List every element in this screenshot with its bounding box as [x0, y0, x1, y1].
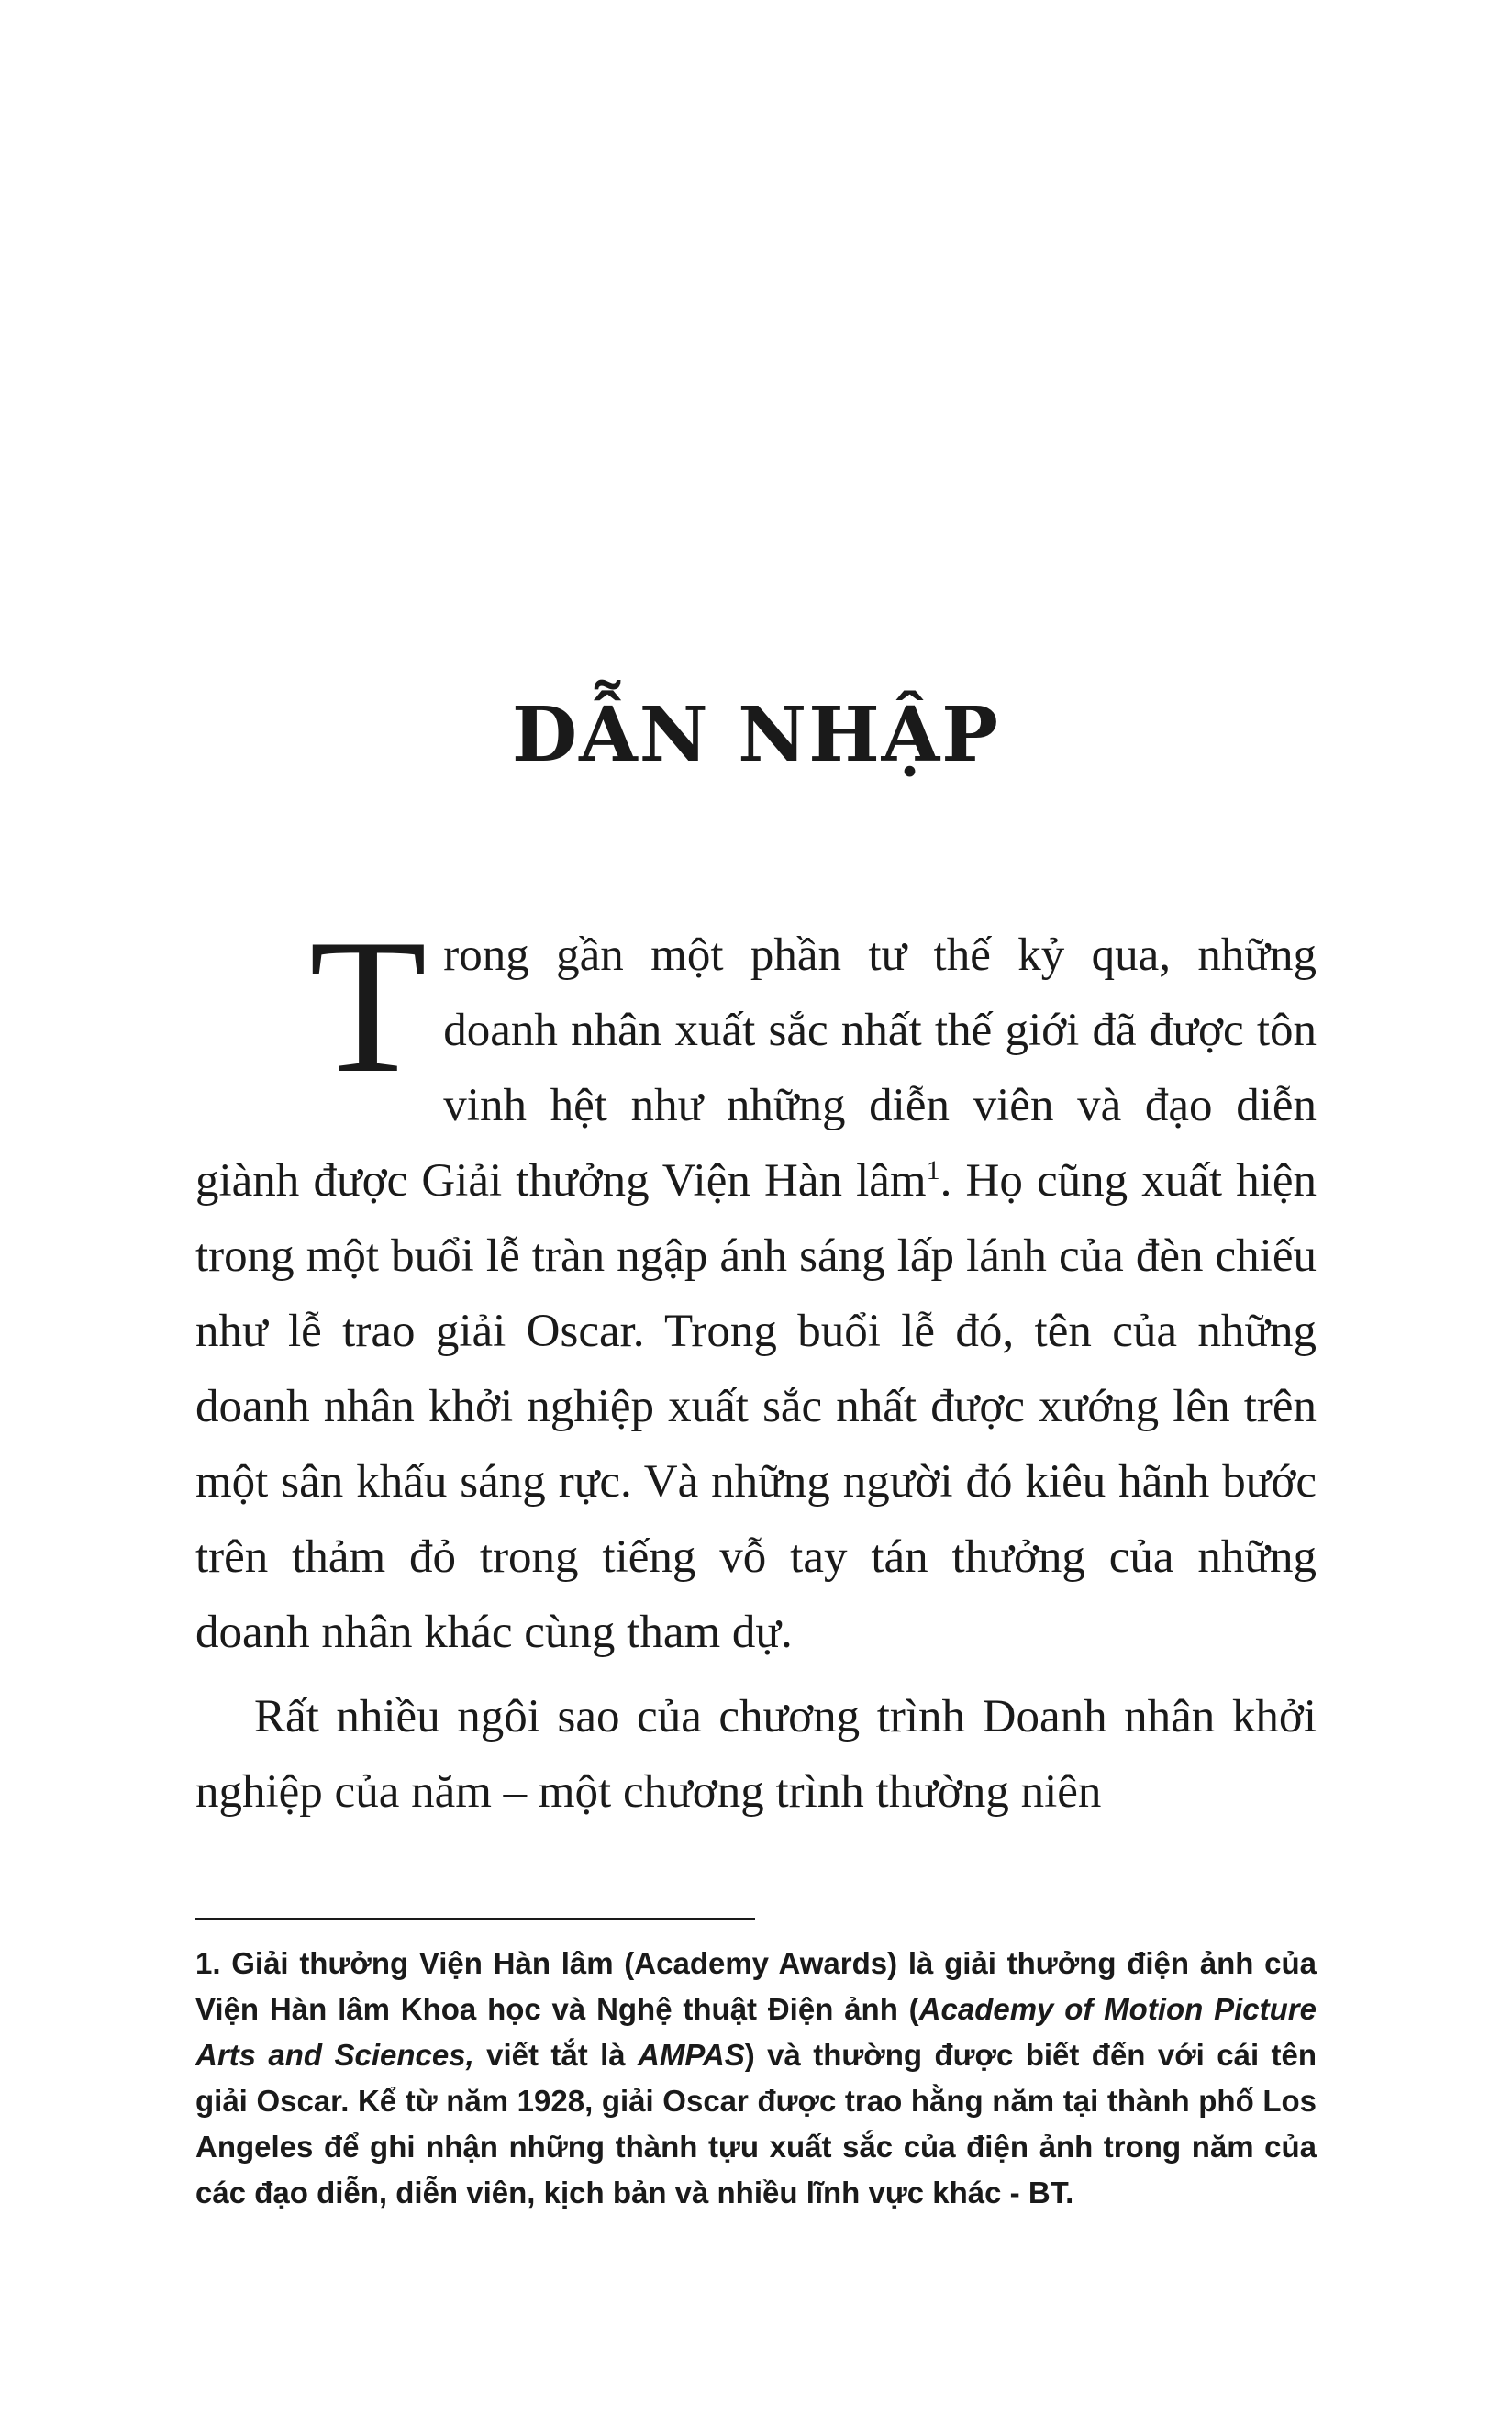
footnote-marker: 1 [926, 1155, 940, 1185]
footnote-text-1: 1. Giải thưởng Viện Hàn lâm (Academy Awards) là giải thưởng điện ảnh của Viện Hàn lâm Khoa học và Nghệ thuật Điện ảnh ( [195, 1946, 1317, 2026]
drop-cap: T [309, 900, 428, 1113]
body-text [195, 900, 1317, 1830]
chapter-title: DẪN NHẬP [512, 691, 1000, 779]
paragraph-1-text-a: rong gần một phần tư thế kỷ qua, những doanh nhân xuất sắc nhất thế giới đã được tôn vinh hệt như những diễn viên và đạo diễn giành được Giải thưởng Viện Hàn lâm [195, 929, 1317, 1207]
footnote-italic-1: Academy of Motion Picture Arts and Sciences, [195, 1992, 1317, 2072]
paragraph-1-text-b: . Họ cũng xuất hiện trong một buổi lễ tràn ngập ánh sáng lấp lánh của đèn chiếu như lễ trao giải Oscar. Trong buổi lễ đó, tên của những doanh nhân khởi nghiệp xuất sắc nhất được xướng lên trên một sân khấu sáng rực. Và những người đó kiêu hãnh bước trên thảm đỏ trong tiếng vỗ tay tán thưởng của những doanh nhân khác cùng tham dự. [195, 1155, 1317, 1658]
footnote-divider [195, 1918, 755, 1920]
paragraph-1 [195, 900, 1317, 1670]
footnote-italic-2: AMPAS [638, 2038, 745, 2072]
footnote-text-3: ) và thường được biết đến với cái tên giải Oscar. Kể từ năm 1928, giải Oscar được trao hằng năm tại thành phố Los Angeles để ghi nhận những thành tựu xuất sắc của điện ảnh trong năm của các đạo diễn, diễn viên, kịch bản và nhiều lĩnh vực khác - BT. [195, 2038, 1317, 2209]
footnote [195, 1941, 1317, 2216]
paragraph-2: Rất nhiều ngôi sao của chương trình Doanh nhân khởi nghiệp của năm – một chương trình thường niên [195, 1691, 1317, 1818]
footnote-text-2: viết tắt là [473, 2038, 639, 2072]
